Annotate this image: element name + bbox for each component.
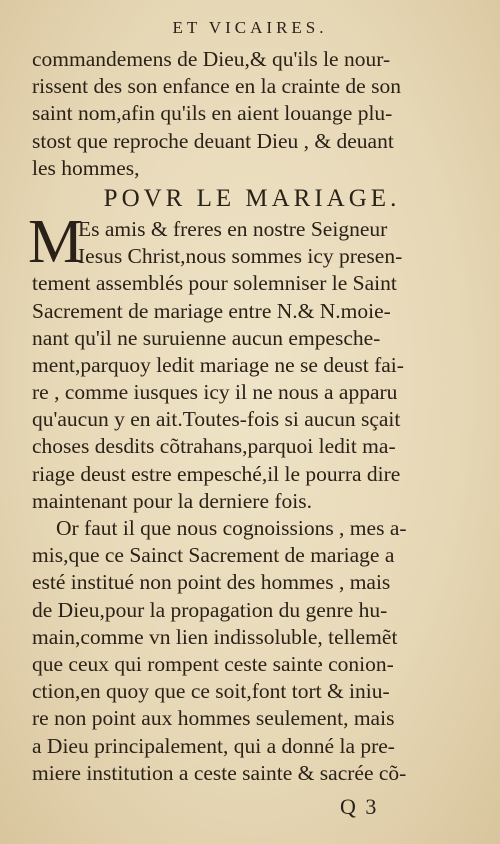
text-line: Es amis & freres en nostre Seigneur bbox=[78, 216, 388, 241]
text-line: maintenant pour la derniere fois. bbox=[32, 488, 312, 513]
text-line: qu'aucun y en ait.Toutes-fois si aucun sçait bbox=[32, 407, 401, 432]
text-line: tement assemblés pour solemniser le Saint bbox=[32, 271, 397, 296]
text-line: rissent des son enfance en la crainte de son bbox=[32, 74, 401, 99]
text-line: commandemens de Dieu,& qu'ils le nour- bbox=[32, 47, 391, 71]
text-line: que ceux qui rompent ceste sainte conion- bbox=[32, 651, 394, 676]
text-line: esté institué non point des hommes , mais bbox=[32, 570, 391, 595]
paragraph-1 bbox=[32, 46, 472, 182]
body-text bbox=[28, 46, 472, 787]
text-line: ction,en quoy que ce soit,font tort & iniu- bbox=[32, 679, 390, 704]
text-line: re non point aux hommes seulement, mais bbox=[32, 706, 395, 731]
text-line: choses desdits cõtrahans,parquoi ledit ma- bbox=[32, 434, 396, 459]
text-line: Or faut il que nous cognoissions , mes a- bbox=[56, 516, 407, 540]
text-line: riage deust estre empesché,il le pourra dire bbox=[32, 461, 401, 486]
text-line: re , comme iusques icy il ne nous a apparu bbox=[32, 380, 398, 405]
text-line: saint nom,afin qu'ils en aient louange plu- bbox=[32, 101, 393, 126]
paragraph-3 bbox=[32, 515, 472, 787]
text-line: main,comme vn lien indissoluble, tellemẽt bbox=[32, 624, 398, 649]
running-head: ET VICAIRES. bbox=[172, 18, 328, 37]
text-line: de Dieu,pour la propagation du genre hu- bbox=[32, 597, 388, 622]
text-line: Sacrement de mariage entre N.& N.moie- bbox=[32, 298, 391, 323]
text-line: Iesus Christ,nous sommes icy presen- bbox=[78, 244, 403, 269]
text-line: les hommes, bbox=[32, 155, 140, 180]
text-line: nant qu'il ne suruienne aucun empesche- bbox=[32, 325, 381, 350]
text-line: mis,que ce Sainct Sacrement de mariage a bbox=[32, 543, 395, 568]
text-line: miere institution a ceste sainte & sacrée cõ- bbox=[32, 760, 407, 785]
text-line: a Dieu principalement, qui a donné la pre- bbox=[32, 733, 395, 758]
text-line: stost que reproche deuant Dieu , & deuant bbox=[32, 128, 394, 153]
drop-cap: M bbox=[28, 207, 84, 276]
section-heading: POVR LE MARIAGE. bbox=[103, 184, 401, 212]
paragraph-2 bbox=[28, 207, 472, 515]
signature-mark: Q 3 bbox=[340, 794, 379, 819]
text-line: ment,parquoy ledit mariage ne se deust fai- bbox=[32, 352, 404, 377]
